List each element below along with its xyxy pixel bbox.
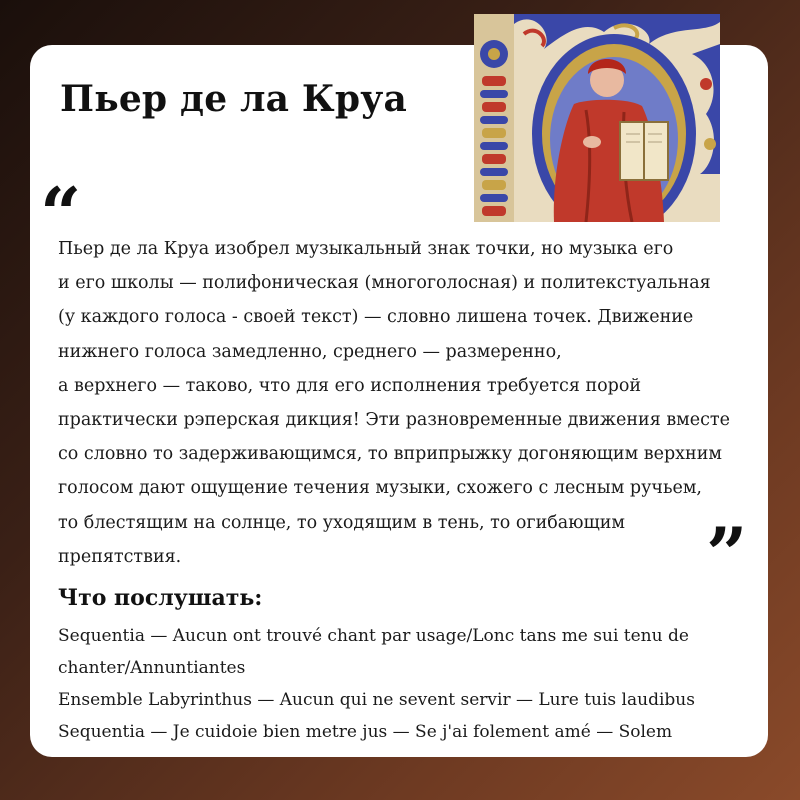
- quote-line: голосом дают ощущение течения музыки, схожего с лесным ручьем,: [58, 478, 702, 499]
- page-title: Пьер де ла Круа: [60, 78, 408, 120]
- portrait-illumination: [474, 14, 720, 222]
- quote-line: то блестящим на солнце, то уходящим в тень, то огибающим: [58, 512, 626, 533]
- quote-line: практически рэперская дикция! Эти разновременные движения вместе: [58, 410, 730, 431]
- quote-line: Пьер де ла Круа изобрел музыкальный знак точки, но музыка его: [58, 239, 674, 259]
- recording-item: Ensemble Labyrinthus — Aucun qui ne sevent servir — Lure tuis laudibus: [58, 690, 695, 710]
- recording-list: [58, 620, 748, 748]
- quote-line: и его школы — полифоническая (многоголосная) и политекстуальная: [58, 273, 711, 294]
- quote-line: со словно то задерживающимся, то вприпрыжку догоняющим верхним: [58, 444, 722, 465]
- quote-line: препятствия.: [58, 546, 182, 567]
- recording-item: Sequentia — Je cuidoie bien metre jus — Se j'ai folement amé — Solem: [58, 722, 673, 742]
- listen-heading: Что послушать:: [58, 585, 263, 611]
- close-quote-mark: ”: [706, 511, 748, 596]
- quote-text: [58, 232, 738, 574]
- quote-line: а верхнего — таково, что для его исполнения требуется порой: [58, 375, 642, 396]
- recording-item: Sequentia — Aucun ont trouvé chant par usage/Lonc tans me sui tenu de chanter/Annuntiantes: [58, 626, 689, 678]
- quote-line: (у каждого голоса - своей текст) — словно лишена точек. Движение: [58, 307, 694, 328]
- open-quote-mark: “: [40, 171, 82, 256]
- quote-line: нижнего голоса замедленно, среднего — размеренно,: [58, 341, 562, 362]
